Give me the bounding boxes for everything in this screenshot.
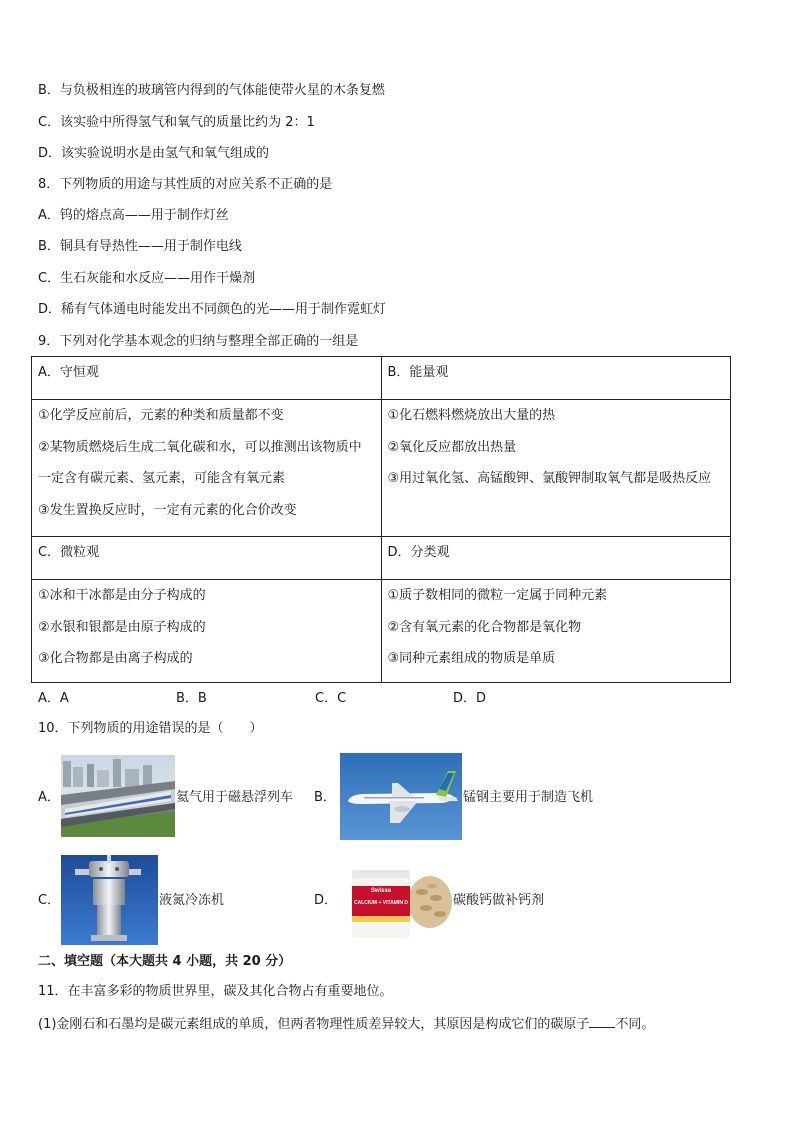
bottle-label: CALCIUM + VITAMIN D (354, 900, 408, 906)
q9-header-c: C．微粒观 (32, 537, 382, 580)
q8-option-d: D．稀有气体通电时能发出不同颜色的光——用于制作霓虹灯 (38, 302, 387, 317)
q9-header-d: D．分类观 (381, 537, 731, 580)
q9-header-b: B．能量观 (381, 357, 731, 400)
q9-cell-c (32, 580, 382, 683)
q11-part1-before: (1)金刚石和石墨均是碳元素组成的单质，但两者物理性质差异较大，其原因是构成它们的碳原子 (38, 1017, 590, 1032)
q9-cell-a (32, 400, 382, 537)
q11-stem: 11．在丰富多彩的物质世界里，碳及其化合物占有重要地位。 (38, 984, 393, 999)
q9-choice-a: A．A (38, 691, 69, 706)
bottle-brand: Swisse (370, 888, 392, 894)
q9-choices (38, 690, 638, 708)
q9-b-item-2: ②氧化反应都放出热量 (387, 439, 517, 455)
q9-cell-b (381, 400, 731, 537)
q11-part1 (38, 1013, 654, 1034)
q9-b-item-1: ①化石燃料燃烧放出大量的热 (387, 408, 556, 423)
q9-c-item-3: ③化合物都是由离子构成的 (38, 651, 193, 666)
q9-c-item-2: ②水银和银都是由原子构成的 (38, 619, 206, 635)
q9-d-item-1: ①质子数相同的微粒一定属于同种元素 (387, 588, 608, 603)
q8-option-a: A．钨的熔点高——用于制作灯丝 (38, 208, 229, 223)
q9-a-item-2: ②某物质燃烧后生成二氧化碳和水，可以推测出该物质中一定含有碳元素、氢元素，可能含有氧元素 (38, 439, 362, 486)
q9-a-item-1: ①化学反应前后，元素的种类和质量都不变 (38, 408, 284, 423)
q7-option-d: D．该实验说明水是由氢气和氧气组成的 (38, 146, 270, 161)
q8-stem: 8．下列物质的用途与其性质的对应关系不正确的是 (38, 177, 333, 192)
q7-option-c: C．该实验中所得氢气和氧气的质量比约为 2：1 (38, 115, 315, 130)
airplane-image (340, 753, 462, 840)
q11-answer-blank[interactable] (589, 1013, 615, 1028)
q9-cell-d (381, 580, 731, 683)
freezer-machine-image (61, 855, 158, 945)
section2-title: 二、填空题（本大题共 4 小题，共 20 分） (38, 954, 292, 969)
q9-choice-d: D．D (453, 691, 487, 706)
q9-d-item-3: ③同种元素组成的物质是单质 (387, 651, 556, 666)
q9-a-item-3: ③发生置换反应时，一定有元素的化合价改变 (38, 502, 297, 518)
q8-option-c: C．生石灰能和水反应——用作干燥剂 (38, 271, 256, 286)
q10-text-a: 氦气用于磁悬浮列车 (176, 790, 294, 805)
q9-choice-c: C．C (315, 691, 347, 706)
q10-stem: 10．下列物质的用途错误的是（ ） (38, 721, 263, 736)
q9-table (31, 356, 731, 683)
q8-option-b: B．铜具有导热性——用于制作电线 (38, 239, 242, 254)
q9-choice-b: B．B (176, 691, 207, 706)
maglev-train-image (61, 755, 175, 837)
q10-letter-a: A． (38, 790, 60, 805)
q10-letter-b: B． (314, 790, 336, 805)
q9-stem: 9．下列对化学基本观念的归纳与整理全部正确的一组是 (38, 334, 359, 349)
q10-text-d: 碳酸钙做补钙剂 (453, 893, 545, 908)
q7-option-b: B．与负极相连的玻璃管内得到的气体能使带火星的木条复燃 (38, 83, 385, 98)
calcium-supplement-image (348, 864, 452, 944)
q10-letter-c: C． (38, 893, 61, 908)
q9-d-item-2: ②含有氧元素的化合物都是氧化物 (387, 619, 582, 635)
q10-letter-d: D． (314, 893, 338, 908)
q9-b-item-3: ③用过氧化氢、高锰酸钾、氯酸钾制取氧气都是吸热反应 (387, 471, 712, 486)
q9-header-a: A．守恒观 (32, 357, 382, 400)
q10-text-b: 锰钢主要用于制造飞机 (463, 790, 594, 805)
q11-part1-after: 不同。 (615, 1017, 655, 1032)
q10-text-c: 液氮冷冻机 (159, 893, 225, 908)
q9-c-item-1: ①冰和干冰都是由分子构成的 (38, 588, 206, 603)
